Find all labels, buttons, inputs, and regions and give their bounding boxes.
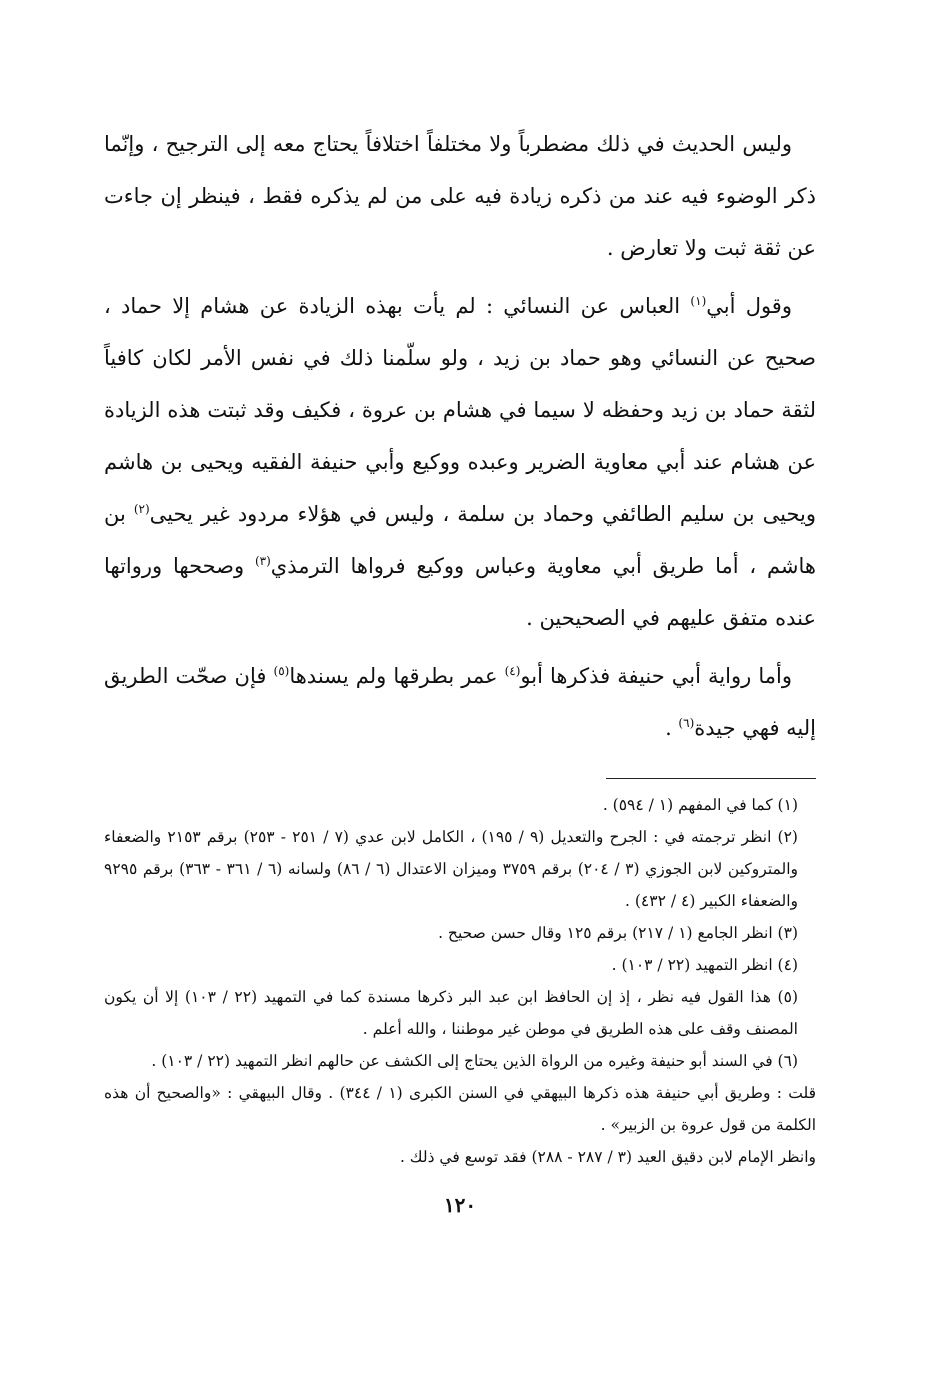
text-segment: بن هاشم ، أما طريق أبي معاوية وعباس ووكيع فرواها الترمذي [104,502,816,578]
footnote-extra-note-2: وانظر الإمام لابن دقيق العيد (٣ / ٢٨٧ - ٢٨٨) فقد توسع في ذلك . [399,1148,816,1166]
footnote-ref: (٤) [504,664,521,678]
footnote-extra-note-1: قلت : وطريق أبي حنيفة هذه ذكرها البيهقي في السنن الكبرى (١ / ٣٤٤) . وقال البيهقي : «والصحيح أن هذه الكلمة من قول عروة بن الزبير» . [104,1084,817,1134]
text-segment: فإن صحّت الطريق إليه فهي جيدة [104,664,816,740]
text-segment: العباس عن النسائي : لم يأت بهذه الزيادة عن هشام إلا حماد ، صحيح عن النسائي وهو حماد بن زيد ، ولو سلّمنا ذلك في نفس الأمر لكان كافياً لثقة حماد بن زيد وحفظه لا سيما في هشام بن عروة ، فكيف وقد ثبتت هذه الزيادة عن هشام عند أبي معاوية الضرير وعبده ووكيع وأبي حنيفة الفقيه ويحيى بن هاشم ويحيى بن سليم الطائفي وحماد بن سلمة ، وليس في هؤلاء مردود غير يحيى [104,294,816,526]
text-segment: عمر بطرقها ولم يسندها [289,664,505,688]
paragraph-2 [104,280,816,644]
paragraph-3 [104,650,816,754]
footnote-4: (٤) انظر التمهيد (٢٢ / ١٠٣) . [611,956,798,974]
footnote-1: (١) كما في المفهم (١ / ٥٩٤) . [602,796,798,814]
text-segment: وقول أبي [706,294,792,318]
footnote-2: (٢) انظر ترجمته في : الجرح والتعديل (٩ / ١٩٥) ، الكامل لابن عدي (٧ / ٢٥١ - ٢٥٣) برقم ٢١٥٣ والضعفاء والمتروكين لابن الجوزي (٣ / ٢٠٤) برقم ٣٧٥٩ وميزان الاعتدال (٦ / ٨٦) ولسانه (٦ / ٣٦١ - ٣٦٣) برقم ٩٢٩٥ والضعفاء الكبير (٤ / ٤٣٢) . [104,828,798,910]
footnotes [104,789,816,1173]
footnote-ref: (٥) [273,664,290,678]
main-text [104,118,816,754]
paragraph-1 [104,118,816,274]
footnote-5: (٥) هذا القول فيه نظر ، إذ إن الحافظ ابن عبد البر ذكرها مسندة كما في التمهيد (٢٢ / ١٠٣) إلا أن يكون المصنف وقف على هذه الطريق في موطن غير موطننا ، والله أعلم . [104,988,799,1038]
text-segment: وأما رواية أبي حنيفة فذكرها أبو [520,664,792,688]
footnote-ref: (٢) [133,502,150,516]
footnote-ref: (١) [690,294,707,308]
text-segment: . [665,716,679,740]
footnote-ref: (٦) [678,716,695,730]
document-page [104,118,816,1318]
footnote-3: (٣) انظر الجامع (١ / ٢١٧) برقم ١٢٥ وقال حسن صحيح . [438,924,798,942]
text-segment: وصححها ورواتها عنده متفق عليهم في الصحيحين . [104,554,816,630]
footnote-divider [606,778,816,779]
footnote-6: (٦) في السند أبو حنيفة وغيره من الرواة الذين يحتاج إلى الكشف عن حالهم انظر التمهيد (٢٢ / ١٠٣) . [151,1052,798,1070]
footnote-ref: (٣) [254,554,271,568]
page-number: ١٢٠ [443,1193,477,1217]
text-segment: وليس الحديث في ذلك مضطرباً ولا مختلفاً اختلافاً يحتاج معه إلى الترجيح ، وإنّما ذكر الوضوء فيه عند من ذكره زيادة فيه على من لم يذكره فقط ، فينظر إن جاءت عن ثقة ثبت ولا تعارض . [104,132,816,260]
